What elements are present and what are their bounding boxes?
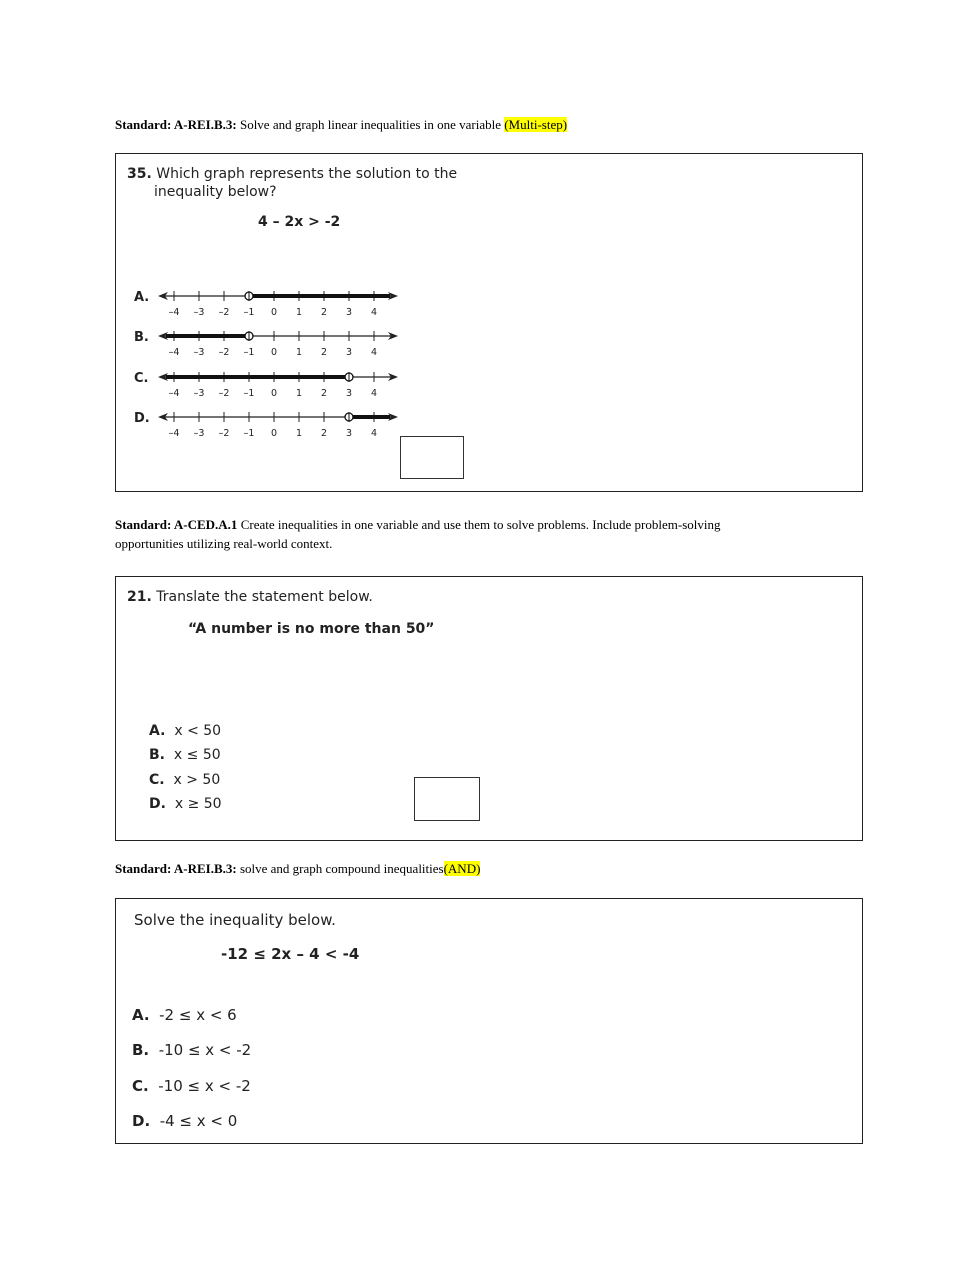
choice-expr: x < 50 [174, 723, 222, 739]
choice-a[interactable] [132, 998, 251, 1033]
standard-3-text: solve and graph compound inequalities [236, 861, 444, 876]
choice-letter: D. [132, 1111, 151, 1130]
compound-question-inequality: -12 ≤ 2x – 4 < -4 [221, 945, 360, 963]
tick-label: 1 [295, 307, 303, 318]
choice-d[interactable] [132, 1104, 251, 1139]
tick-label: –4 [168, 428, 180, 439]
tick-label: 2 [320, 388, 328, 399]
tick-label: 4 [370, 347, 378, 358]
choice-letter: A. [134, 290, 150, 305]
tick-label: 1 [295, 388, 303, 399]
answer-box-35[interactable] [400, 436, 464, 479]
choice-letter: D. [149, 795, 166, 812]
tick-label: –2 [218, 347, 230, 358]
choice-a[interactable] [149, 719, 222, 743]
choice-letter: A. [132, 1006, 150, 1024]
tick-label: 0 [270, 347, 278, 358]
tick-label: –2 [218, 388, 230, 399]
tick-label: 3 [345, 307, 353, 318]
tick-label: 2 [320, 307, 328, 318]
choice-expr: -10 ≤ x < -2 [158, 1076, 251, 1095]
standard-2-text2: opportunities utilizing real-world context. [115, 536, 333, 551]
choice-letter: B. [134, 330, 149, 345]
tick-label: 1 [295, 347, 303, 358]
tick-label: –1 [243, 347, 255, 358]
choice-letter: A. [149, 723, 166, 739]
tick-label: –2 [218, 307, 230, 318]
choice-letter: C. [149, 771, 165, 788]
tick-label: 2 [320, 428, 328, 439]
question-21-prompt: Translate the statement below. [156, 589, 373, 605]
question-35-prompt [127, 165, 457, 201]
choice-expr: -2 ≤ x < 6 [159, 1006, 237, 1024]
tick-label: 0 [270, 307, 278, 318]
question-35-prompt-line1: Which graph represents the solution to the [156, 166, 458, 182]
compound-question-box [115, 898, 863, 1144]
standard-3-highlight: (AND) [443, 861, 481, 876]
standard-1-text: Solve and graph linear inequalities in one variable [236, 117, 501, 132]
standard-2 [115, 515, 815, 553]
tick-label: –3 [193, 428, 205, 439]
question-35-inequality: 4 – 2x > -2 [258, 214, 341, 230]
question-21-box [115, 576, 863, 841]
choice-letter: B. [132, 1041, 150, 1060]
standard-2-code: Standard: A-CED.A.1 [115, 517, 238, 532]
question-35-box [115, 153, 863, 492]
choice-expr: x > 50 [173, 771, 221, 788]
tick-label: –4 [168, 347, 180, 358]
standard-1 [115, 115, 567, 134]
standard-1-code: Standard: A-REI.B.3: [115, 117, 237, 132]
tick-label: 3 [345, 347, 353, 358]
number-line-choices [116, 274, 416, 439]
tick-label: 1 [295, 428, 303, 439]
compound-question-choices [132, 998, 251, 1139]
choice-c[interactable] [132, 1069, 251, 1104]
compound-question-prompt: Solve the inequality below. [134, 911, 336, 929]
question-21-prompt-row [127, 589, 373, 605]
answer-box-21[interactable] [414, 777, 480, 821]
choice-b[interactable] [149, 743, 222, 767]
choice-expr: -4 ≤ x < 0 [159, 1111, 238, 1130]
question-35-number: 35. [127, 166, 152, 182]
tick-label: –1 [243, 428, 255, 439]
question-21-choices [149, 719, 222, 816]
standard-3 [115, 859, 480, 878]
question-35-prompt-line2: inequality below? [154, 184, 277, 200]
choice-b[interactable] [132, 1033, 251, 1068]
question-21-statement: “A number is no more than 50” [188, 621, 435, 637]
choice-letter: D. [134, 411, 150, 426]
standard-2-text: Create inequalities in one variable and use them to solve problems. Include problem-solving [237, 517, 721, 532]
choice-letter: C. [134, 371, 149, 386]
tick-label: 0 [270, 388, 278, 399]
tick-label: 0 [270, 428, 278, 439]
tick-label: –3 [193, 388, 205, 399]
choice-expr: x ≤ 50 [173, 747, 221, 764]
tick-label: –2 [218, 428, 230, 439]
tick-label: 3 [345, 428, 353, 439]
choice-d[interactable] [149, 792, 222, 816]
tick-label: 4 [370, 307, 378, 318]
tick-label: 2 [320, 347, 328, 358]
choice-expr: x ≥ 50 [174, 795, 222, 812]
tick-label: –3 [193, 307, 205, 318]
standard-3-code: Standard: A-REI.B.3: [115, 861, 237, 876]
tick-label: 4 [370, 388, 378, 399]
choice-letter: B. [149, 747, 165, 764]
standard-1-highlight: (Multi-step) [504, 117, 568, 132]
choice-letter: C. [132, 1076, 149, 1095]
tick-label: –3 [193, 347, 205, 358]
tick-label: –1 [243, 307, 255, 318]
tick-label: 4 [370, 428, 378, 439]
tick-label: –4 [168, 307, 180, 318]
tick-label: –1 [243, 388, 255, 399]
question-21-number: 21. [127, 589, 152, 605]
tick-label: –4 [168, 388, 180, 399]
choice-c[interactable] [149, 768, 222, 792]
choice-expr: -10 ≤ x < -2 [158, 1041, 252, 1060]
tick-label: 3 [345, 388, 353, 399]
